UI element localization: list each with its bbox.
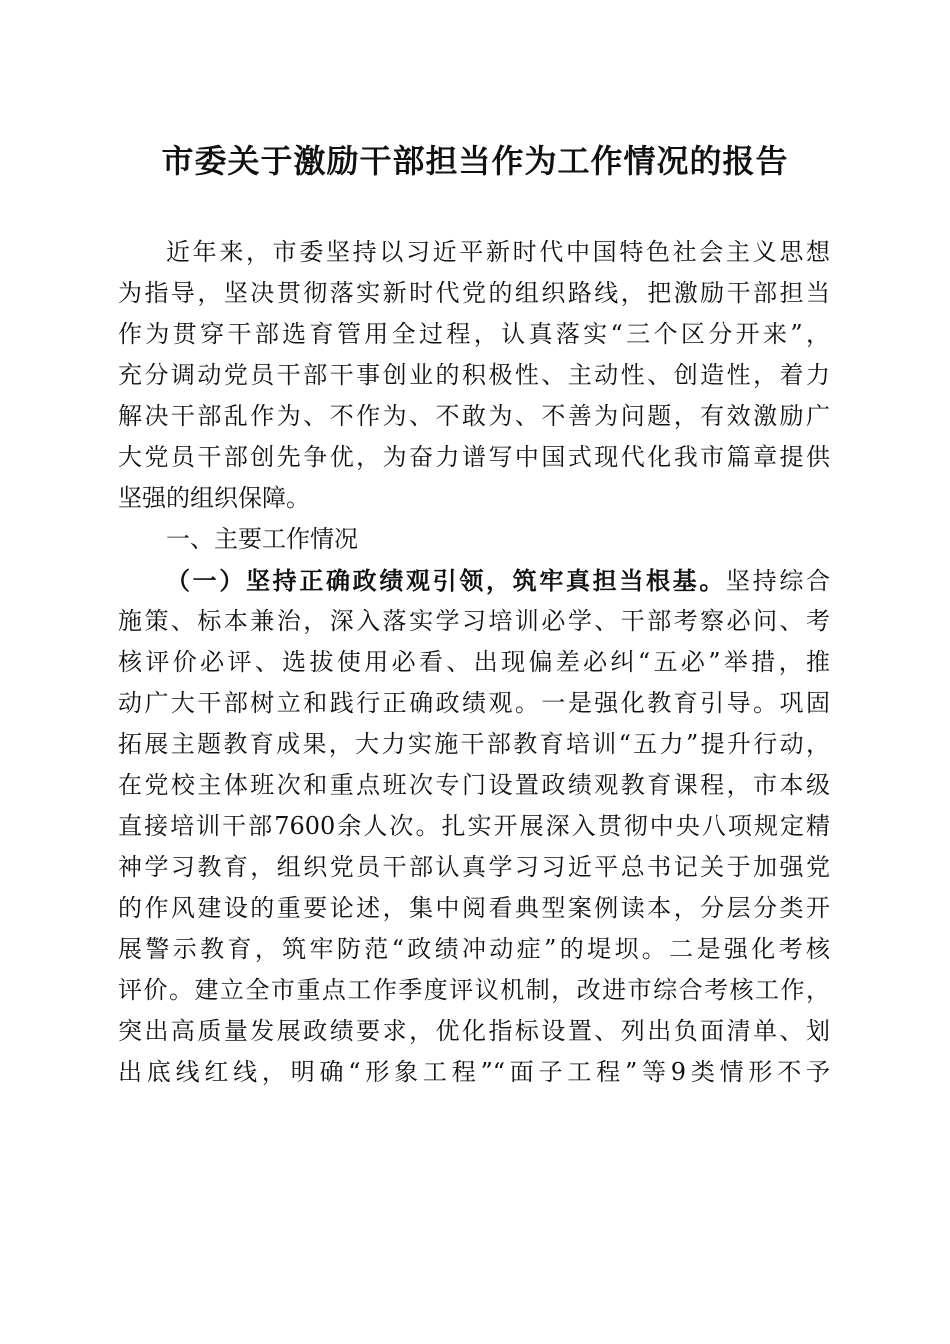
paragraph-line: 动广大干部树立和践行正确政绩观。一是强化教育引导。巩固 [118,689,830,717]
paragraph-line: 拓展主题教育成果，大力实施干部教育培训“五力”提升行动， [118,730,830,758]
paragraph-line: 充分调动党员干部干事创业的积极性、主动性、创造性，着力 [118,361,830,389]
paragraph-line: 突出高质量发展政绩要求，优化指标设置、列出负面清单、划 [118,1017,830,1045]
paragraph-line: 评价。建立全市重点工作季度评议机制，改进市综合考核工作， [118,976,830,1004]
paragraph-line: 近年来，市委坚持以习近平新时代中国特色社会主义思想 [166,238,830,266]
paragraph-line: 直接培训干部7600余人次。扎实开展深入贯彻中央八项规定精 [118,812,830,840]
subsection-lead: （一）坚持正确政绩观引领，筑牢真担当根基。 [166,566,726,595]
paragraph-line: 核评价必评、选拔使用必看、出现偏差必纠“五必”举措，推 [118,648,830,676]
paragraph-line: 作为贯穿干部选育管用全过程，认真落实“三个区分开来”， [118,320,830,348]
paragraph-line: 解决干部乱作为、不作为、不敢为、不善为问题，有效激励广 [118,402,830,430]
subsection-lead-rest: 坚持综合 [726,567,830,595]
document-title: 市委关于激励干部担当作为工作情况的报告 [161,142,789,180]
paragraph-line: 出底线红线，明确“形象工程”“面子工程”等9类情形不予 [118,1058,830,1086]
paragraph-line: 展警示教育，筑牢防范“政绩冲动症”的堤坝。二是强化考核 [118,935,830,963]
paragraph-line: 施策、标本兼治，深入落实学习培训必学、干部考察必问、考 [118,607,830,635]
paragraph-line: 为指导，坚决贯彻落实新时代党的组织路线，把激励干部担当 [118,279,830,307]
paragraph-line: 坚强的组织保障。 [118,484,310,512]
section-heading: 一、主要工作情况 [166,525,358,553]
paragraph-line: 在党校主体班次和重点班次专门设置政绩观教育课程，市本级 [118,771,830,799]
paragraph-line: 的作风建设的重要论述，集中阅看典型案例读本，分层分类开 [118,894,830,922]
subsection-first-line [118,560,830,601]
paragraph-line: 神学习教育，组织党员干部认真学习习近平总书记关于加强党 [118,853,830,881]
document-body [118,232,830,1093]
paragraph-line: 大党员干部创先争优，为奋力谱写中国式现代化我市篇章提供 [118,443,830,471]
